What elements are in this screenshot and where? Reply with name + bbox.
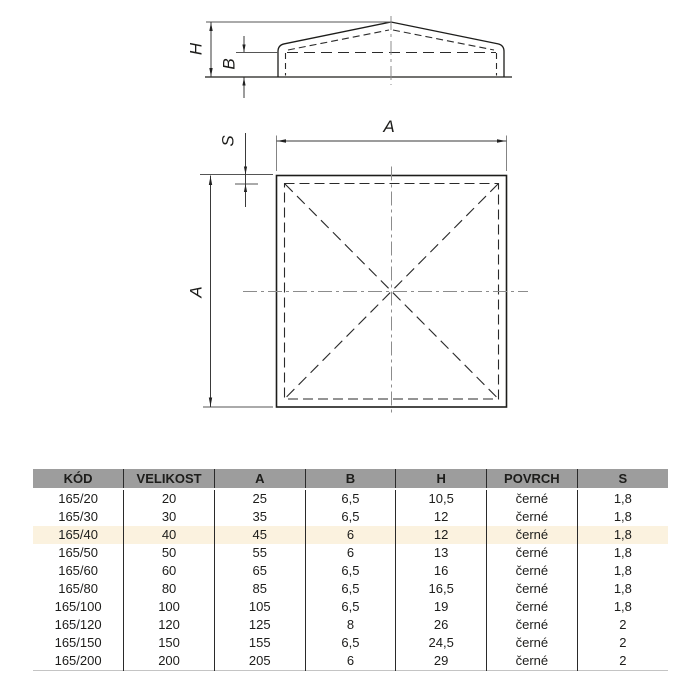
table-cell: 2 — [577, 634, 668, 652]
table-cell: 65 — [214, 562, 305, 580]
table-cell: 125 — [214, 616, 305, 634]
col-header-b: B — [305, 469, 396, 489]
table-cell: černé — [487, 489, 578, 508]
dim-label-b: B — [219, 58, 239, 70]
col-header-povrch: POVRCH — [487, 469, 578, 489]
table-cell: 205 — [214, 652, 305, 671]
table-cell: 6,5 — [305, 508, 396, 526]
table-row — [33, 544, 668, 562]
table-cell: 6,5 — [305, 489, 396, 508]
table-cell: 6,5 — [305, 580, 396, 598]
table-cell: černé — [487, 652, 578, 671]
table-cell: 6,5 — [305, 598, 396, 616]
dim-label-s: S — [218, 135, 238, 147]
a-left-arrow-down-icon — [209, 398, 212, 407]
table-cell: 1,8 — [577, 580, 668, 598]
table-cell: černé — [487, 508, 578, 526]
table-cell: 1,8 — [577, 508, 668, 526]
table-cell: 6,5 — [305, 634, 396, 652]
table-cell: černé — [487, 526, 578, 544]
table-cell: 165/200 — [54, 653, 102, 668]
table-cell: 1,8 — [577, 526, 668, 544]
table-row — [33, 526, 668, 544]
table-cell: 165/120 — [54, 617, 102, 632]
table-cell: 10,5 — [396, 489, 487, 508]
table-cell: 8 — [305, 616, 396, 634]
table-cell: černé — [487, 616, 578, 634]
table-row — [33, 508, 668, 526]
table-cell: 40 — [124, 526, 215, 544]
col-header-a: A — [214, 469, 305, 489]
table-cell: 1,8 — [577, 598, 668, 616]
table-cell: 16,5 — [396, 580, 487, 598]
h-arrow-up-icon — [209, 23, 212, 32]
table-cell: černé — [487, 580, 578, 598]
spec-table-section — [33, 469, 668, 671]
a-top-arrow-left-icon — [277, 139, 286, 142]
table-row — [33, 634, 668, 652]
table-cell: 24,5 — [396, 634, 487, 652]
table-row — [33, 562, 668, 580]
table-cell: černé — [487, 562, 578, 580]
table-cell: 165/20 — [58, 491, 98, 506]
table-cell: 85 — [214, 580, 305, 598]
table-row — [33, 489, 668, 508]
table-cell: 155 — [214, 634, 305, 652]
table-cell: 100 — [124, 598, 215, 616]
table-cell: 13 — [396, 544, 487, 562]
table-cell: 150 — [124, 634, 215, 652]
table-cell: černé — [487, 598, 578, 616]
table-cell: 25 — [214, 489, 305, 508]
table-cell: 165/30 — [58, 509, 98, 524]
a-left-arrow-up-icon — [209, 176, 212, 185]
dim-label-h: H — [186, 42, 206, 56]
table-row — [33, 652, 668, 671]
table-cell: 16 — [396, 562, 487, 580]
table-cell: 6,5 — [305, 562, 396, 580]
header-row — [33, 469, 668, 489]
table-cell: 6 — [305, 526, 396, 544]
table-cell: 45 — [214, 526, 305, 544]
table-cell: 30 — [124, 508, 215, 526]
col-header-kod: KÓD — [33, 469, 124, 489]
table-cell: 12 — [396, 526, 487, 544]
table-cell: 165/150 — [54, 635, 102, 650]
table-row — [33, 598, 668, 616]
table-cell: 165/80 — [58, 581, 98, 596]
table-cell: 120 — [124, 616, 215, 634]
table-cell: 2 — [577, 652, 668, 671]
dim-label-a-left: A — [186, 286, 206, 298]
table-cell: 165/40 — [33, 526, 124, 544]
table-row — [33, 580, 668, 598]
table-cell: 6 — [305, 652, 396, 671]
table-cell: černé — [487, 634, 578, 652]
table-cell: 35 — [214, 508, 305, 526]
table-cell: černé — [487, 544, 578, 562]
table-cell: 105 — [214, 598, 305, 616]
table-cell: 50 — [124, 544, 215, 562]
table-body — [33, 489, 668, 671]
spec-table-header — [33, 469, 668, 489]
side-view — [186, 16, 512, 98]
table-cell: 80 — [124, 580, 215, 598]
table-cell: 165/60 — [58, 563, 98, 578]
table-cell: 1,8 — [577, 489, 668, 508]
h-arrow-down-icon — [209, 68, 212, 77]
table-cell: 2 — [577, 616, 668, 634]
dim-label-a-top: A — [383, 117, 395, 136]
plan-view — [186, 117, 528, 414]
col-header-velikost: VELIKOST — [124, 469, 215, 489]
table-row — [33, 616, 668, 634]
table-cell: 19 — [396, 598, 487, 616]
s-arrow-down-icon — [244, 167, 247, 175]
b-arrow-down-icon — [242, 45, 245, 53]
table-cell: 29 — [396, 652, 487, 671]
col-header-h: H — [396, 469, 487, 489]
spec-table — [33, 469, 668, 671]
table-cell: 1,8 — [577, 544, 668, 562]
table-cell: 165/50 — [58, 545, 98, 560]
table-cell: 26 — [396, 616, 487, 634]
table-cell: 20 — [124, 489, 215, 508]
table-cell: 12 — [396, 508, 487, 526]
table-cell: 165/100 — [54, 599, 102, 614]
table-cell: 55 — [214, 544, 305, 562]
table-cell: 6 — [305, 544, 396, 562]
a-top-arrow-right-icon — [497, 139, 506, 142]
table-cell: 60 — [124, 562, 215, 580]
col-header-s: S — [577, 469, 668, 489]
s-arrow-up-icon — [244, 184, 247, 192]
table-cell: 1,8 — [577, 562, 668, 580]
table-cell: 200 — [124, 652, 215, 671]
b-arrow-up-icon — [242, 78, 245, 86]
